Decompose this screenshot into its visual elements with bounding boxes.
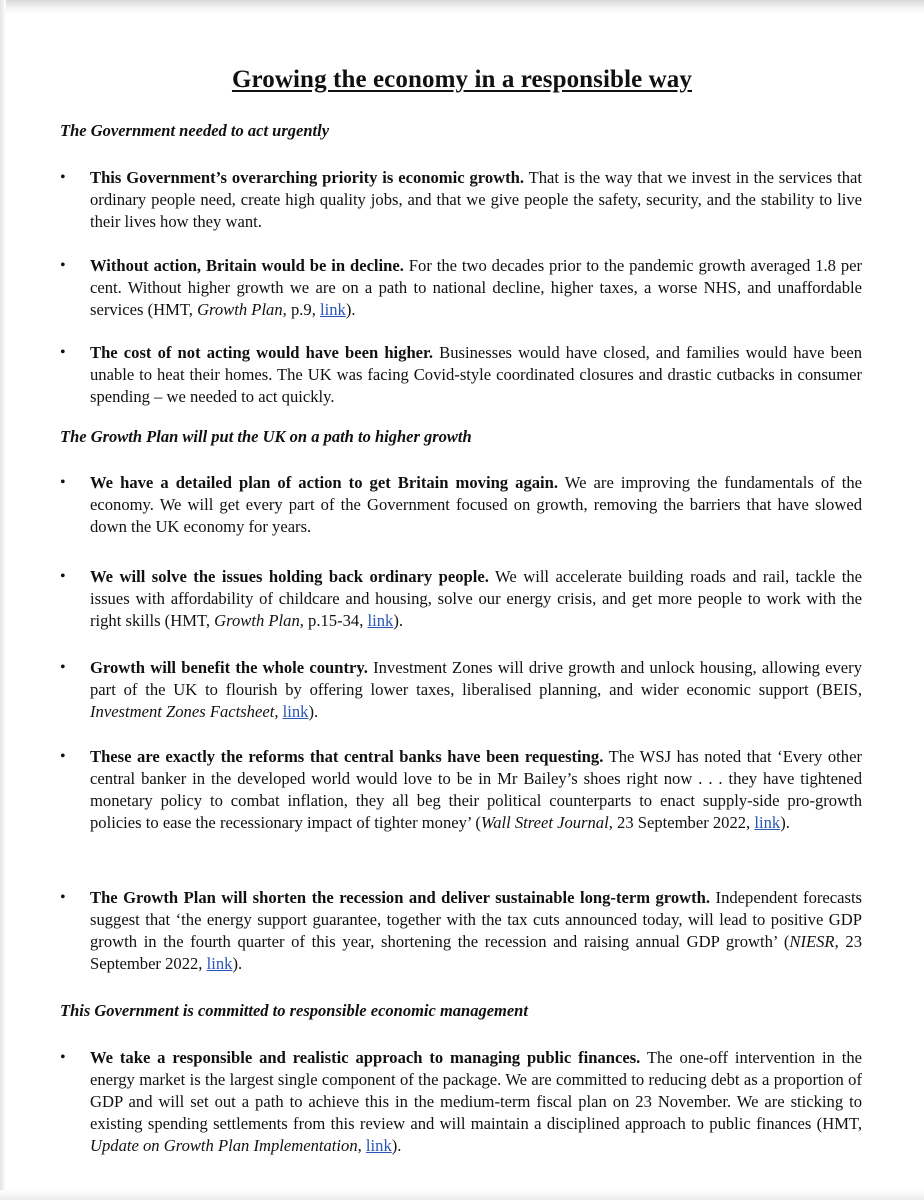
citation-page: p.15-34, — [303, 611, 368, 630]
bullet-body: Businesses would have closed, and families would have been unable to heat their homes. The UK was facing Covid-style coordinated closures and drastic cutbacks in consumer spending – we needed to act quickly. — [90, 343, 862, 406]
bullet-item — [60, 472, 864, 538]
bullet-text — [90, 167, 862, 233]
bullet-text — [90, 472, 862, 538]
bullet-item — [60, 167, 864, 233]
bullet-glyph: • — [60, 659, 66, 676]
citation-title: Growth Plan, — [197, 300, 287, 319]
bullet-item — [60, 566, 864, 632]
bullet-item — [60, 746, 864, 834]
bullet-body: For the two decades prior to the pandemic growth averaged 1.8 per cent. Without higher growth we are on a path to national decline, higher taxes, a worse NHS, and unaffordable services (HMT, — [90, 256, 863, 319]
bullet-glyph: • — [60, 889, 66, 906]
bullet-text — [90, 657, 862, 723]
bullet-glyph: • — [60, 568, 66, 585]
bullet-lead: This Government’s overarching priority is economic growth. — [90, 168, 525, 187]
citation-end: ). — [393, 611, 404, 630]
source-link[interactable]: link — [754, 813, 781, 832]
bullet-lead: The cost of not acting would have been higher. — [90, 343, 434, 362]
section-heading-responsible-management: This Government is committed to responsible economic management — [60, 1001, 528, 1020]
bullet-lead: We will solve the issues holding back ordinary people. — [90, 567, 489, 586]
bullet-item — [60, 342, 864, 408]
citation-end: ). — [780, 813, 790, 832]
citation-page: , — [357, 1136, 366, 1155]
bullet-item — [60, 255, 864, 321]
bullet-body: We are improving the fundamentals of the economy. We will get every part of the Government focused on growth, removing the barriers that have slowed down the UK economy for years. — [90, 473, 862, 536]
bullet-text — [90, 566, 862, 632]
bullet-body: Independent forecasts suggest that ‘the energy support guarantee, together with the tax cuts announced today, will lead to positive GDP growth in the fourth quarter of this year, shortening the recession and raising annual GDP growth’ ( — [90, 888, 863, 951]
citation-title: Growth Plan, — [214, 611, 304, 630]
citation-page: , 23 September 2022, — [90, 932, 862, 973]
bullet-lead: These are exactly the reforms that central banks have been requesting. — [90, 747, 604, 766]
source-link[interactable]: link — [367, 611, 394, 630]
bullet-lead: Growth will benefit the whole country. — [90, 658, 368, 677]
bullet-body: The WSJ has noted that ‘Every other central banker in the developed world would love to be in Mr Bailey’s shoes right now . . . they have tightened monetary policy to combat inflation, they all beg their political counterparts to enact supply-side pro-growth policies to ease the recessionary impact of tighter money’ ( — [90, 747, 862, 832]
citation-title: Wall Street Journal — [480, 813, 609, 832]
bullet-lead: The Growth Plan will shorten the recession and deliver sustainable long-term growth. — [90, 888, 711, 907]
document-title: Growing the economy in a responsible way — [231, 66, 693, 93]
bullet-glyph: • — [60, 1049, 66, 1066]
section-heading-growth-plan: The Growth Plan will put the UK on a path to higher growth — [60, 427, 472, 446]
citation-title: Investment Zones Factsheet, — [90, 702, 279, 721]
bullet-item — [60, 657, 864, 723]
bullet-body: Investment Zones will drive growth and unlock housing, allowing every part of the UK to flourish by offering lower taxes, liberalised planning, and wider economic support (BEIS, — [90, 658, 862, 699]
bullet-glyph: • — [60, 748, 66, 765]
bullet-item — [60, 1047, 864, 1157]
source-link[interactable]: link — [206, 954, 233, 973]
bullet-body: That is the way that we invest in the services that ordinary people need, create high quality jobs, and that we give people the safety, security, and the stability to live their lives how they want. — [90, 168, 863, 231]
bullet-glyph: • — [60, 169, 66, 186]
bullet-text — [90, 1047, 862, 1157]
bullet-text — [90, 342, 862, 408]
bullet-text — [90, 746, 862, 834]
bullet-lead: We have a detailed plan of action to get Britain moving again. — [90, 473, 559, 492]
citation-title: Update on Growth Plan Implementation — [90, 1136, 358, 1155]
bullet-glyph: • — [60, 474, 66, 491]
citation-end: ). — [308, 702, 319, 721]
bullet-glyph: • — [60, 257, 66, 274]
citation-end: ). — [345, 300, 356, 319]
bullet-body: We will accelerate building roads and rail, tackle the issues with affordability of childcare and housing, solve our energy crisis, and get more people to work with the right skills (HMT, — [90, 567, 862, 630]
citation-page: p.9, — [286, 300, 320, 319]
bullet-lead: Without action, Britain would be in decline. — [90, 256, 404, 275]
source-link[interactable]: link — [282, 702, 309, 721]
bullet-item — [60, 887, 864, 975]
bullet-text — [90, 255, 862, 321]
citation-end: ). — [391, 1136, 402, 1155]
source-link[interactable]: link — [319, 300, 346, 319]
bullet-glyph: • — [60, 344, 66, 361]
bullet-text — [90, 887, 862, 975]
section-heading-act-urgently: The Government needed to act urgently — [60, 121, 330, 140]
source-link[interactable]: link — [365, 1136, 392, 1155]
bullet-lead: We take a responsible and realistic approach to managing public finances. — [90, 1048, 641, 1067]
citation-title: NIESR — [789, 932, 835, 951]
bullet-body: The one-off intervention in the energy market is the largest single component of the package. We are committed to reducing debt as a proportion of GDP and will set out a path to achieve this in the medium-term fiscal plan on 23 November. We are sticking to existing spending settlements from this review and will maintain a disciplined approach to public finances (HMT, — [90, 1048, 862, 1133]
citation-end: ). — [232, 954, 243, 973]
citation-page: , 23 September 2022, — [608, 813, 755, 832]
